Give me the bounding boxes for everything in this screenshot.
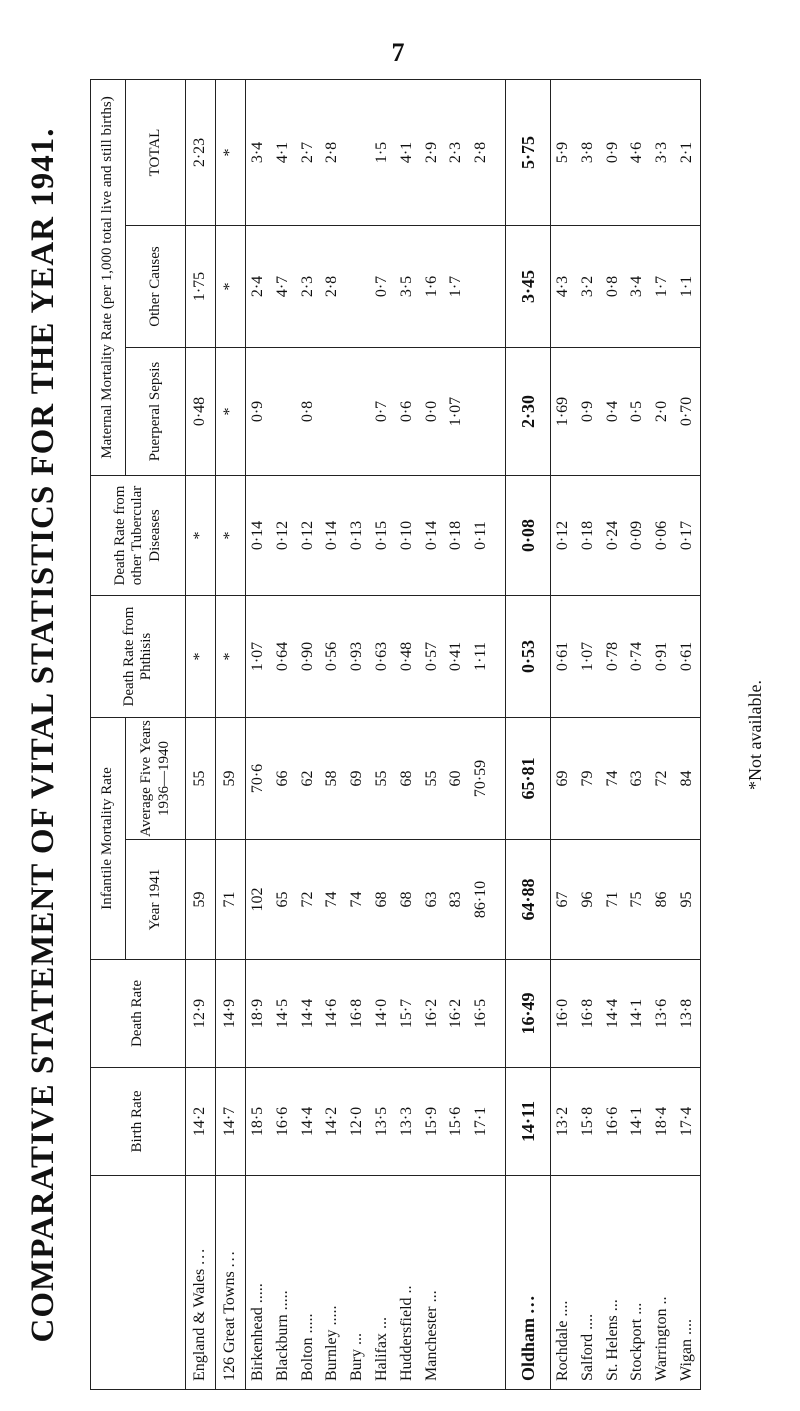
cell-birth: 14·2: [186, 1068, 216, 1176]
table-cell: 18·4: [653, 1106, 671, 1137]
page-number: 7: [391, 38, 405, 67]
cell-inf1941: 59: [186, 840, 216, 960]
table-cell: 2·4: [249, 275, 266, 298]
col-other-causes: Other Causes: [126, 226, 186, 348]
table-cell: [271, 348, 296, 475]
table-cell: 1·6: [422, 275, 440, 298]
table-cell: 3·8: [578, 141, 596, 164]
table-row: [216, 80, 246, 1390]
town-name: Wigan ....: [677, 1318, 695, 1381]
table-cell: 0·7: [372, 400, 390, 423]
table-cell: 16·2: [422, 998, 440, 1029]
table-cell: 0·12: [554, 520, 571, 551]
table-cell: 95: [677, 891, 695, 908]
table-cell: 13·8: [677, 998, 695, 1029]
table-cell: 4·7: [273, 275, 291, 298]
cell-sepsis: 0·48: [186, 348, 216, 476]
table-cell: 62: [298, 770, 316, 787]
table-cell: 1·07: [249, 641, 266, 672]
table-cell: 3·5: [397, 275, 415, 298]
table-cell: 84: [677, 770, 695, 787]
cell-sepsis: 2·30: [506, 348, 551, 476]
table-cell: 3·3: [653, 141, 671, 164]
town-name: Rochdale ....: [554, 1300, 571, 1381]
table-cell: 0·09: [628, 520, 646, 551]
table-cell: 16·2: [447, 998, 465, 1029]
group1-names: [246, 1176, 506, 1390]
table-cell: 1·7: [653, 275, 671, 298]
cell-total: 2·23: [186, 80, 216, 226]
table-cell: 63: [422, 891, 440, 908]
table-cell: 71: [603, 891, 621, 908]
table-cell: 0·13: [348, 520, 366, 551]
table-cell: 2·3: [298, 275, 316, 298]
table-cell: 16·5: [472, 998, 490, 1029]
table-cell: 0·8: [298, 400, 316, 423]
table-cell: 0·10: [397, 520, 415, 551]
table-cell: 18·5: [249, 1106, 266, 1137]
town-name: Warrington ..: [653, 1296, 671, 1381]
cell-other: *: [216, 226, 246, 348]
table-cell: 16·6: [273, 1106, 291, 1137]
cell-inf1941: 71: [216, 840, 246, 960]
table-row-group-1: [246, 80, 506, 1390]
table-cell: 86·10: [472, 880, 490, 919]
table-cell: 70·59: [472, 759, 490, 798]
town-name: Salford ....: [578, 1313, 596, 1381]
row-name: 126 Great Towns ...: [216, 1176, 246, 1390]
table-cell: 2·1: [677, 141, 695, 164]
table-cell: 72: [653, 770, 671, 787]
town-name: St. Helens ...: [603, 1299, 621, 1381]
table-cell: 1·1: [677, 275, 695, 298]
table-row-group-2: [551, 80, 701, 1390]
group2-total: [551, 80, 701, 226]
group1-inf1941: [246, 840, 506, 960]
table-cell: 14·1: [628, 1106, 646, 1137]
table-cell: 2·7: [298, 141, 316, 164]
group1-infavg: [246, 718, 506, 840]
table-cell: 14·4: [298, 998, 316, 1029]
cell-othertb: 0·08: [506, 476, 551, 596]
group2-other: [551, 226, 701, 348]
table-cell: 75: [628, 891, 646, 908]
group2-death: [551, 960, 701, 1068]
table-cell: 3·4: [628, 275, 646, 298]
table-cell: 0·5: [628, 400, 646, 423]
table-cell: 12·0: [348, 1106, 366, 1137]
group1-birth: [246, 1068, 506, 1176]
cell-phthisis: *: [216, 596, 246, 718]
table-cell: 4·3: [554, 275, 571, 298]
cell-total: *: [216, 80, 246, 226]
table-cell: 16·6: [603, 1106, 621, 1137]
group2-names: [551, 1176, 701, 1390]
table-cell: 74: [323, 891, 341, 908]
col-average: Average Five Years 1936—1940: [126, 718, 186, 840]
col-other-tb: Death Rate from other Tubercular Diseases: [91, 476, 186, 596]
table-cell: 15·9: [422, 1106, 440, 1137]
table-cell: 14·4: [298, 1106, 316, 1137]
cell-sepsis: *: [216, 348, 246, 476]
table-cell: 2·8: [472, 141, 490, 164]
table-cell: 102: [249, 887, 266, 912]
col-puerperal-sepsis: Puerperal Sepsis: [126, 348, 186, 476]
table-cell: 0·6: [397, 400, 415, 423]
town-name: Halifax ...: [372, 1317, 390, 1381]
table-cell: 0·93: [348, 641, 366, 672]
town-name: Manchester ...: [422, 1290, 440, 1381]
table-cell: 15·6: [447, 1106, 465, 1137]
cell-total: 5·75: [506, 80, 551, 226]
table-cell: 0·11: [472, 521, 490, 550]
cell-inf1941: 64·88: [506, 840, 551, 960]
table-cell: 0·14: [323, 520, 341, 551]
group2-birth: [551, 1068, 701, 1176]
corner-header: [91, 1176, 186, 1390]
table-cell: 5·9: [554, 141, 571, 164]
group2-othertb: [551, 476, 701, 596]
table-cell: 68: [397, 891, 415, 908]
cell-othertb: *: [216, 476, 246, 596]
table-cell: 14·2: [323, 1106, 341, 1137]
col-phthisis: Death Rate from Phthisis: [91, 596, 186, 718]
table-cell: 0·70: [677, 396, 695, 427]
table-cell: 16·0: [554, 998, 571, 1029]
col-year-1941: Year 1941: [126, 840, 186, 960]
rotated-table-wrapper: [25, 80, 765, 1390]
table-cell: 0·61: [677, 641, 695, 672]
town-name: Huddersfield ..: [397, 1285, 415, 1381]
group2-inf1941: [551, 840, 701, 960]
cell-phthisis: 0·53: [506, 596, 551, 718]
row-name: England & Wales ...: [186, 1176, 216, 1390]
group1-death: [246, 960, 506, 1068]
cell-other: 1·75: [186, 226, 216, 348]
table-cell: 15·8: [578, 1106, 596, 1137]
vital-statistics-table: [90, 79, 701, 1390]
table-cell: 86: [653, 891, 671, 908]
col-total: TOTAL: [126, 80, 186, 226]
table-cell: 1·07: [447, 396, 465, 427]
table-cell: 0·61: [554, 641, 571, 672]
table-cell: 14·5: [273, 998, 291, 1029]
table-cell: 13·6: [653, 998, 671, 1029]
table-cell: 13·5: [372, 1106, 390, 1137]
table-cell: 0·8: [603, 275, 621, 298]
table-cell: 16·8: [578, 998, 596, 1029]
col-birth-rate: Birth Rate: [91, 1068, 186, 1176]
group1-other: [246, 226, 506, 348]
table-cell: 74: [348, 891, 366, 908]
cell-other: 3·45: [506, 226, 551, 348]
table-cell: [345, 226, 370, 347]
town-name: Birkenhead .....: [249, 1283, 266, 1381]
table-cell: 1·07: [578, 641, 596, 672]
table-cell: 0·12: [273, 520, 291, 551]
table-cell: 1·69: [554, 396, 571, 427]
row-name: Oldham ...: [506, 1176, 551, 1390]
table-cell: 0·7: [372, 275, 390, 298]
cell-birth: 14·7: [216, 1068, 246, 1176]
table-cell: 0·57: [422, 641, 440, 672]
table-cell: 68: [372, 891, 390, 908]
table-cell: 0·9: [578, 400, 596, 423]
table-cell: 14·4: [603, 998, 621, 1029]
table-cell: 0·41: [447, 641, 465, 672]
cell-death: 16·49: [506, 960, 551, 1068]
town-name: Stockport ...: [628, 1302, 646, 1381]
table-cell: 72: [298, 891, 316, 908]
footnote: *Not available.: [745, 680, 765, 790]
table-cell: 55: [422, 770, 440, 787]
table-cell: 4·6: [628, 141, 646, 164]
table-cell: 0·91: [653, 641, 671, 672]
table-cell: 55: [372, 770, 390, 787]
table-cell: 0·18: [578, 520, 596, 551]
table-cell: 14·1: [628, 998, 646, 1029]
table-cell: 65: [273, 891, 291, 908]
table-cell: 0·48: [397, 641, 415, 672]
table-cell: 15·7: [397, 998, 415, 1029]
table-cell: 0·06: [653, 520, 671, 551]
table-cell: 66: [273, 770, 291, 787]
table-cell: 4·1: [397, 141, 415, 164]
cell-infavg: 55: [186, 718, 216, 840]
table-cell: 69: [348, 770, 366, 787]
table-row: [186, 80, 216, 1390]
table-cell: 2·3: [447, 141, 465, 164]
group1-total: [246, 80, 506, 226]
table-cell: [345, 80, 370, 225]
town-name: Blackburn .....: [273, 1290, 291, 1381]
table-cell: 0·14: [422, 520, 440, 551]
table-cell: 1·7: [447, 275, 465, 298]
table-cell: 58: [323, 770, 341, 787]
cell-infavg: 59: [216, 718, 246, 840]
table-cell: 74: [603, 770, 621, 787]
cell-death: 12·9: [186, 960, 216, 1068]
group2-phthisis: [551, 596, 701, 718]
table-cell: 63: [628, 770, 646, 787]
group2-infavg: [551, 718, 701, 840]
table-cell: [345, 348, 370, 475]
col-maternal-group: Maternal Mortality Rate (per 1,000 total live and still births): [91, 80, 126, 476]
table-cell: 2·9: [422, 141, 440, 164]
table-cell: 0·15: [372, 520, 390, 551]
table-cell: [469, 226, 494, 347]
table-cell: 2·0: [653, 400, 671, 423]
table-cell: 3·4: [249, 141, 266, 164]
table-cell: 1·11: [472, 642, 490, 671]
table-cell: 17·1: [472, 1106, 490, 1137]
table-cell: 18·9: [249, 998, 266, 1029]
col-death-rate: Death Rate: [91, 960, 186, 1068]
table-cell: 13·2: [554, 1106, 571, 1137]
table-cell: 0·56: [323, 641, 341, 672]
table-cell: 0·24: [603, 520, 621, 551]
table-cell: 16·8: [348, 998, 366, 1029]
table-cell: 13·3: [397, 1106, 415, 1137]
table-cell: 17·4: [677, 1106, 695, 1137]
page-heading: COMPARATIVE STATEMENT OF VITAL STATISTICS FOR THE YEAR 1941.: [25, 127, 61, 1343]
table-cell: 0·12: [298, 520, 316, 551]
table-cell: 2·8: [323, 275, 341, 298]
town-name: Bury ...: [348, 1333, 366, 1381]
table-cell: 4·1: [273, 141, 291, 164]
table-cell: 1·5: [372, 141, 390, 164]
table-cell: 96: [578, 891, 596, 908]
table-cell: 0·90: [298, 641, 316, 672]
table-cell: 0·0: [422, 400, 440, 423]
cell-othertb: *: [186, 476, 216, 596]
table-cell: 0·17: [677, 520, 695, 551]
cell-death: 14·9: [216, 960, 246, 1068]
cell-birth: 14·11: [506, 1068, 551, 1176]
table-cell: [469, 348, 494, 475]
group1-othertb: [246, 476, 506, 596]
cell-phthisis: *: [186, 596, 216, 718]
group1-sepsis: [246, 348, 506, 476]
table-cell: 0·9: [603, 141, 621, 164]
table-cell: 0·78: [603, 641, 621, 672]
table-cell: 60: [447, 770, 465, 787]
table-cell: 67: [554, 891, 571, 908]
table-cell: 0·64: [273, 641, 291, 672]
table-cell: [320, 348, 345, 475]
table-cell: 83: [447, 891, 465, 908]
table-cell: 70·6: [249, 763, 266, 794]
table-cell: 2·8: [323, 141, 341, 164]
col-infantile-group: Infantile Mortality Rate: [91, 718, 126, 960]
table-cell: 69: [554, 770, 571, 787]
table-cell: 14·0: [372, 998, 390, 1029]
town-name: Burnley .....: [323, 1305, 341, 1381]
table-cell: 0·14: [249, 520, 266, 551]
table-cell: 0·18: [447, 520, 465, 551]
table-cell: 0·74: [628, 641, 646, 672]
table-cell: 68: [397, 770, 415, 787]
table-cell: 0·63: [372, 641, 390, 672]
table-cell: 3·2: [578, 275, 596, 298]
table-cell: 0·9: [249, 400, 266, 423]
town-name: Bolton .....: [298, 1313, 316, 1381]
table-row-oldham: [506, 80, 551, 1390]
table-cell: 14·6: [323, 998, 341, 1029]
table-cell: 79: [578, 770, 596, 787]
group2-sepsis: [551, 348, 701, 476]
cell-infavg: 65·81: [506, 718, 551, 840]
group1-phthisis: [246, 596, 506, 718]
table-cell: 0·4: [603, 400, 621, 423]
